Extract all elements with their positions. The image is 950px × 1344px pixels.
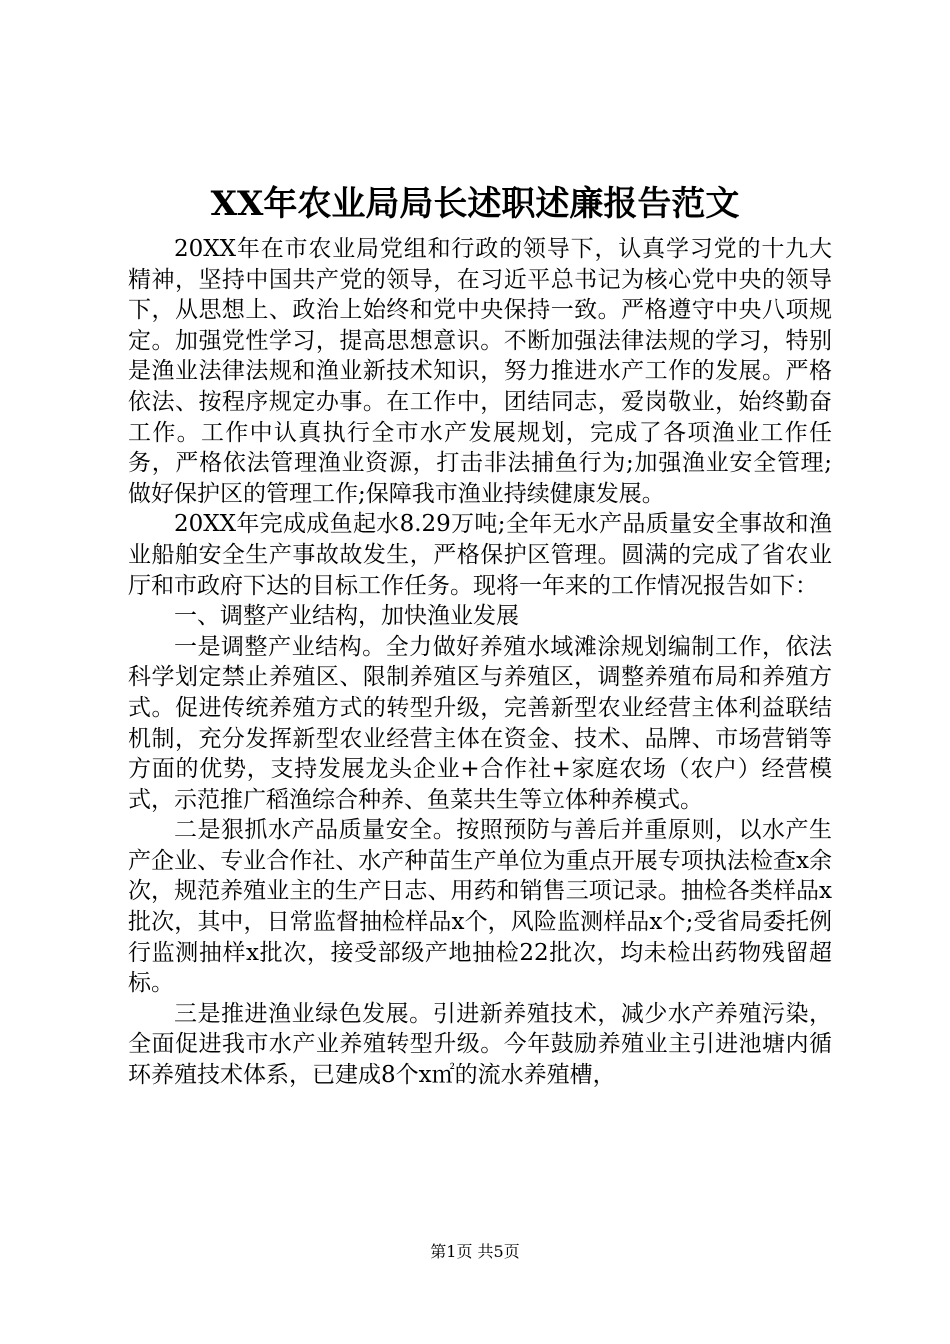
- paragraph: 20XX年完成成鱼起水8.29万吨;全年无水产品质量安全事故和渔业船舶安全生产事故故发生，严格保护区管理。圆满的完成了省农业厅和市政府下达的目标工作任务。现将一年来的工作情况报告如下：: [128, 511, 832, 599]
- document-title: XX年农业局局长述职述廉报告范文: [210, 184, 740, 224]
- paragraph: 三是推进渔业绿色发展。引进新养殖技术，减少水产养殖污染，全面促进我市水产业养殖转型升级。今年鼓励养殖业主引进池塘内循环养殖技术体系，已建成8个x㎡的流水养殖槽，: [128, 1000, 832, 1089]
- document-body: [128, 234, 832, 1091]
- section-heading: 一、调整产业结构，加快渔业发展: [174, 603, 519, 630]
- page-footer: 第1页 共5页: [430, 1242, 520, 1261]
- paragraph: 一是调整产业结构。全力做好养殖水域滩涂规划编制工作，依法科学划定禁止养殖区、限制养殖区与养殖区，调整养殖布局和养殖方式。促进传统养殖方式的转型升级，完善新型农业经营主体利益联结机制，充分发挥新型农业经营主体在资金、技术、品牌、市场营销等方面的优势，支持发展龙头企业+合作社+家庭农场（农户）经营模式，示范推广稻渔综合种养、鱼菜共生等立体种养模式。: [128, 633, 832, 813]
- paragraph: 20XX年在市农业局党组和行政的领导下，认真学习党的十九大精神，坚持中国共产党的领导，在习近平总书记为核心党中央的领导下，从思想上、政治上始终和党中央保持一致。严格遵守中央八项规定。加强党性学习，提高思想意识。不断加强法律法规的学习，特别是渔业法律法规和渔业新技术知识，努力推进水产工作的发展。严格依法、按程序规定办事。在工作中，团结同志，爱岗敬业，始终勤奋工作。工作中认真执行全市水产发展规划，完成了各项渔业工作任务，严格依法管理渔业资源，打击非法捕鱼行为;加强渔业安全管理;做好保护区的管理工作;保障我市渔业持续健康发展。: [128, 236, 832, 507]
- paragraph: 二是狠抓水产品质量安全。按照预防与善后并重原则，以水产生产企业、专业合作社、水产种苗生产单位为重点开展专项执法检查x余次，规范养殖业主的生产日志、用药和销售三项记录。抽检各类样品x批次，其中，日常监督抽检样品x个，风险监测样品x个;受省局委托例行监测抽样x批次，接受部级产地抽检22批次，均未检出药物残留超标。: [128, 817, 832, 997]
